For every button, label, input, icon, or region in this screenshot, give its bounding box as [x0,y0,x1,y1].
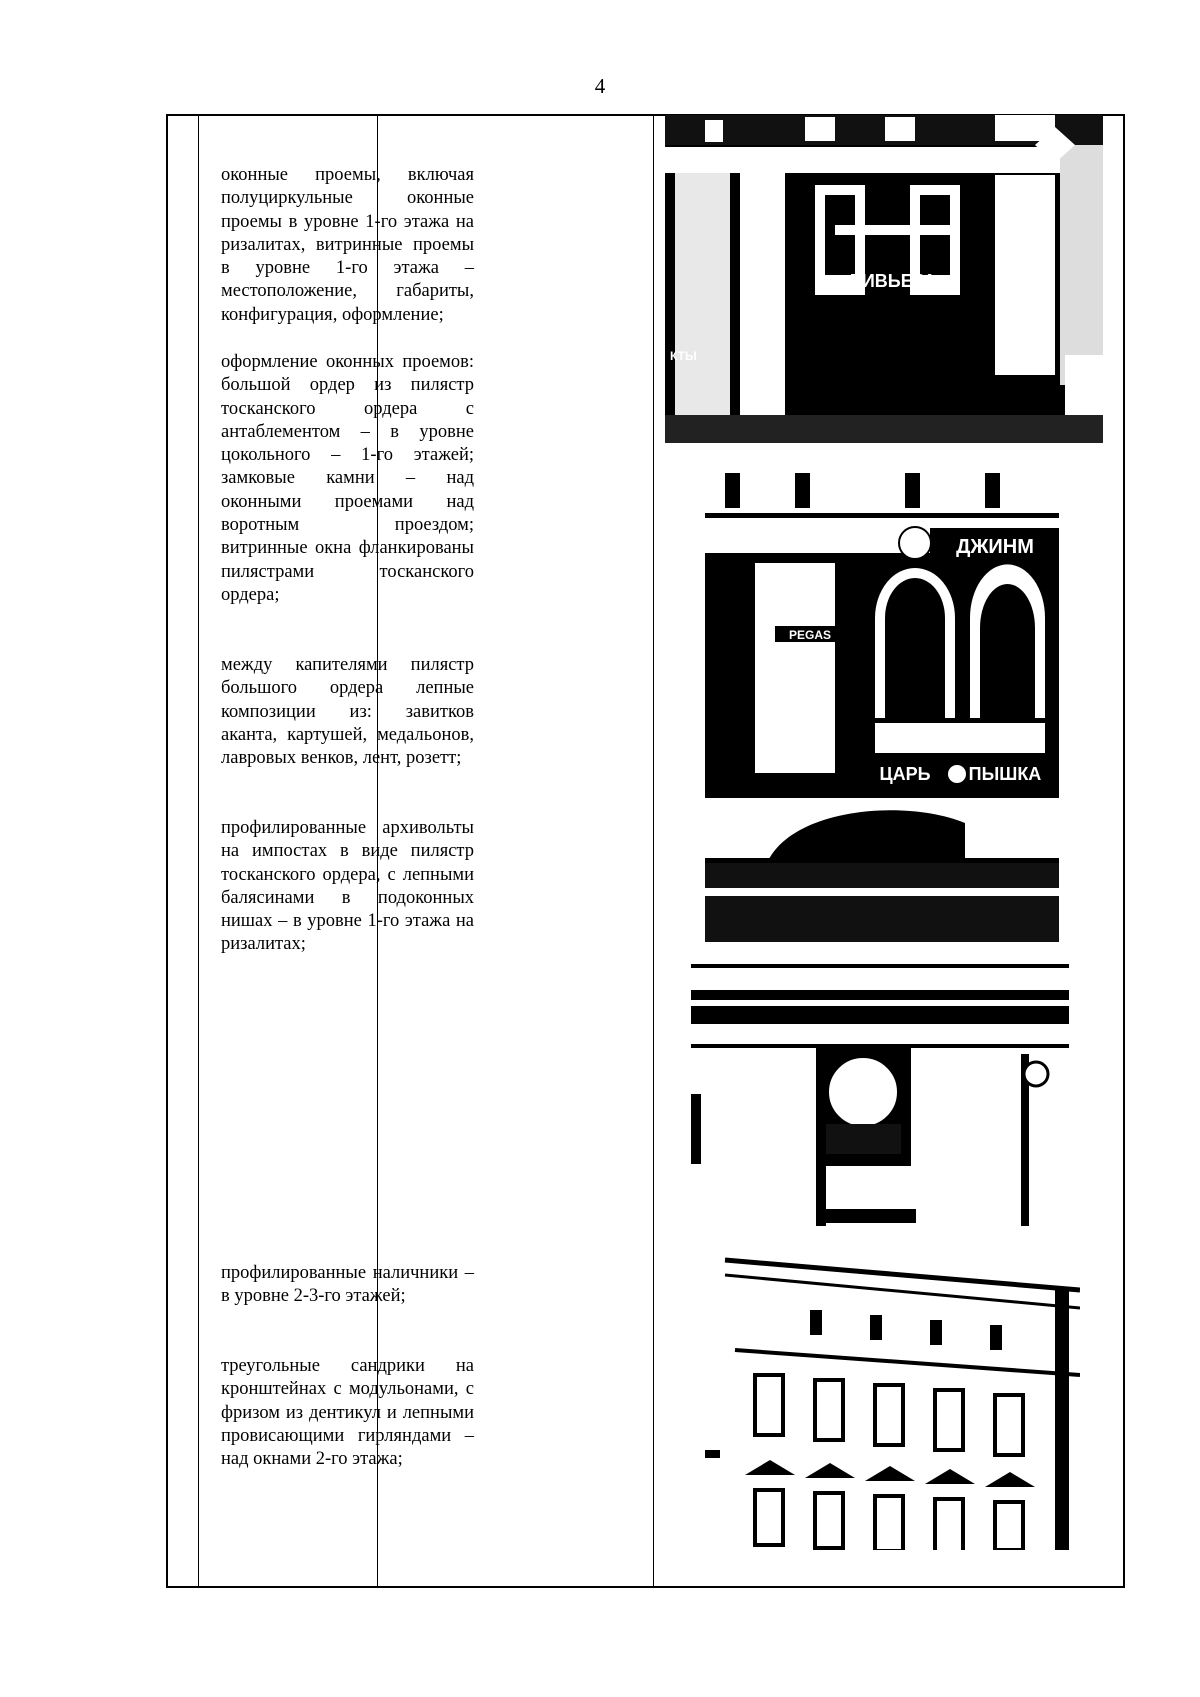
description-block-pediments [221,1355,474,1471]
description-text: между капителями пилястр большого ордера лепные композиции из: завитков аканта, картушей, медальонов, лавровых венков, лент, розетт; [221,655,474,769]
medallion-photo [691,964,1069,1226]
description-block-decoration [221,351,474,607]
description-heading: оформление оконных проемов: [221,352,474,372]
description-block-windows [221,164,474,327]
description-text: треугольные сандрики на кронштейнах с модульонами, с фризом из дентикул и лепными провисающими гирляндами – над окнами 2-го этажа; [221,1356,474,1470]
description-block-archivolts [221,817,474,957]
description-text: профилированные наличники – в уровне 2-3-го этажей; [221,1263,474,1307]
description-text: большой ордер из пилястр тосканского ордера с антаблементом – в уровне цокольного – 1-го этажей; замковые камни – над оконными проемами над воротным проездом; витринные окна фланкированы пилястрами тосканского ордера; [221,375,474,605]
description-block-casings [221,1262,474,1309]
pegas-sign: PEGAS [788,628,832,642]
shop-sign-text: РИВЬЕРА [849,271,937,291]
storefront-photo [665,115,1103,443]
description-block-stucco [221,654,474,770]
column-divider-3 [653,116,654,1586]
facade-windows-photo [675,1250,1080,1550]
page-number: 4 [594,74,606,98]
shop-sign-top: ДЖИНМ [956,536,1034,558]
description-text: профилированные архивольты на импостах в виде пилястр тосканского ордера, с лепными балясинами в подоконных нишах – в уровне 1-го этажа на ризалитах; [221,818,474,955]
arched-windows-photo [705,468,1059,942]
column-divider-1 [198,116,199,1586]
shop-sign-bottom: ЦАРЬ [879,764,931,784]
description-text: оконные проемы, включая полуциркульные оконные проемы в уровне 1-го этажа на ризалитах, витринные проемы в уровне 1-го этажа – местоположение, габариты, конфигурация, оформление; [221,165,474,325]
side-sign-text: КТЫ [670,349,697,363]
shop-sign-bottom-2: ПЫШКА [968,764,1042,784]
